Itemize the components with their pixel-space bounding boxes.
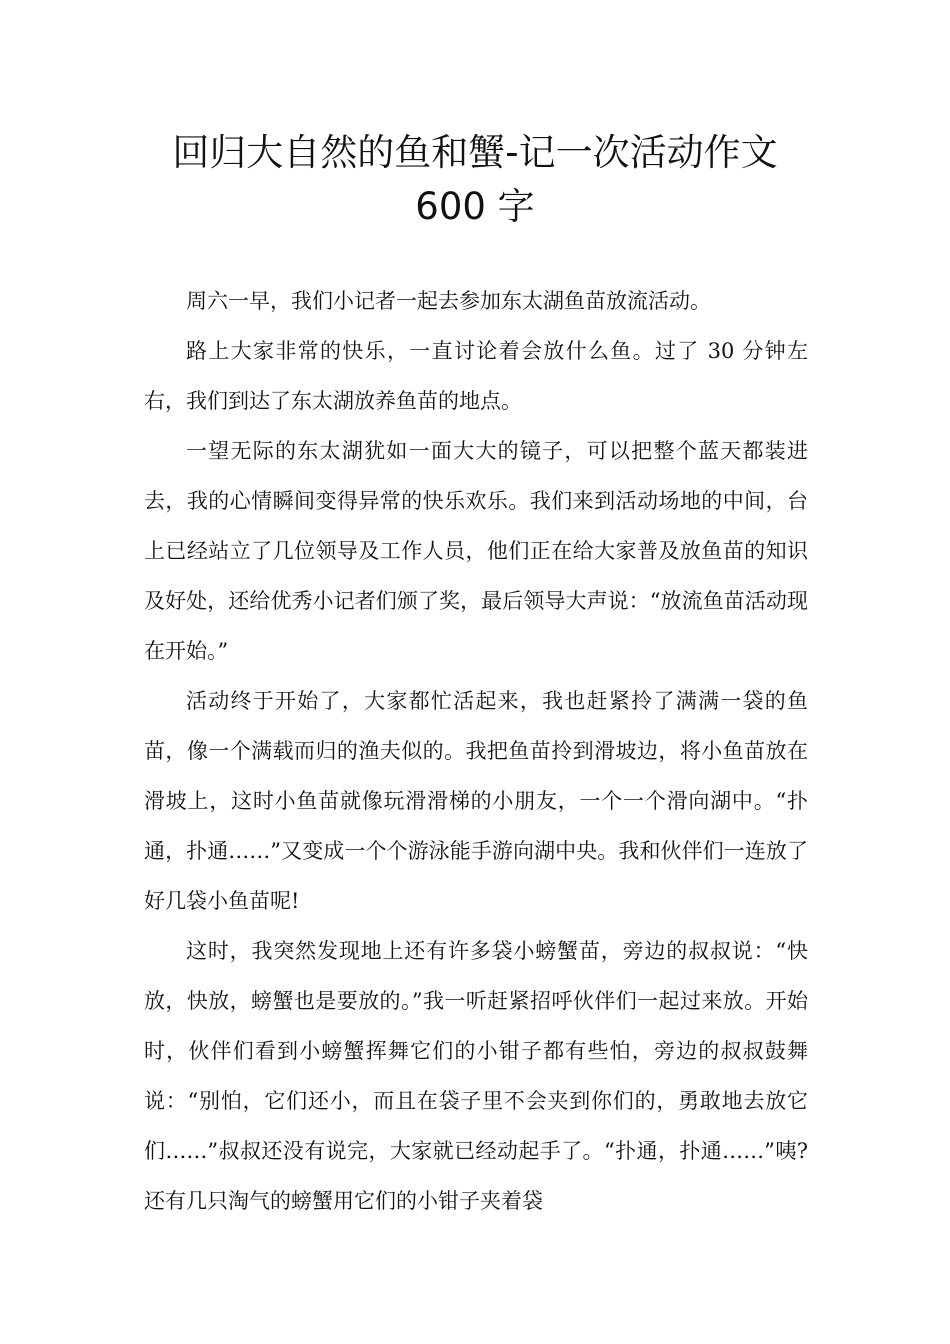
document-body: [144, 276, 808, 1226]
paragraph: 一望无际的东太湖犹如一面大大的镜子，可以把整个蓝天都装进去，我的心情瞬间变得异常的快乐欢乐。我们来到活动场地的中间，台上已经站立了几位领导及工作人员，他们正在给大家普及放鱼苗的知识及好处，还给优秀小记者们颁了奖，最后领导大声说：“放流鱼苗活动现在开始。”: [144, 439, 808, 663]
title-line-1: 回归大自然的鱼和蟹-记一次活动作文: [172, 131, 778, 174]
paragraph: 这时，我突然发现地上还有许多袋小螃蟹苗，旁边的叔叔说：“快放，快放，螃蟹也是要放的。”我一听赶紧招呼伙伴们一起过来放。开始时，伙伴们看到小螃蟹挥舞它们的小钳子都有些怕，旁边的叔叔鼓舞说：“别怕，它们还小，而且在袋子里不会夹到你们的，勇敢地去放它们……”叔叔还没有说完，大家就已经动起手了。“扑通，扑通……”咦?还有几只淘气的螃蟹用它们的小钳子夹着袋: [144, 939, 808, 1213]
paragraph: 周六一早，我们小记者一起去参加东太湖鱼苗放流活动。: [186, 289, 711, 313]
document-title: [95, 126, 855, 234]
paragraph: 活动终于开始了，大家都忙活起来，我也赶紧拎了满满一袋的鱼苗，像一个满载而归的渔夫似的。我把鱼苗拎到滑坡边，将小鱼苗放在滑坡上，这时小鱼苗就像玩滑滑梯的小朋友，一个一个滑向湖中。“扑通，扑通……”又变成一个个游泳能手游向湖中央。我和伙伴们一连放了好几袋小鱼苗呢!: [144, 689, 808, 913]
title-line-2: 600 字: [415, 185, 535, 228]
paragraph: 路上大家非常的快乐，一直讨论着会放什么鱼。过了 30 分钟左右，我们到达了东太湖放养鱼苗的地点。: [144, 339, 808, 413]
